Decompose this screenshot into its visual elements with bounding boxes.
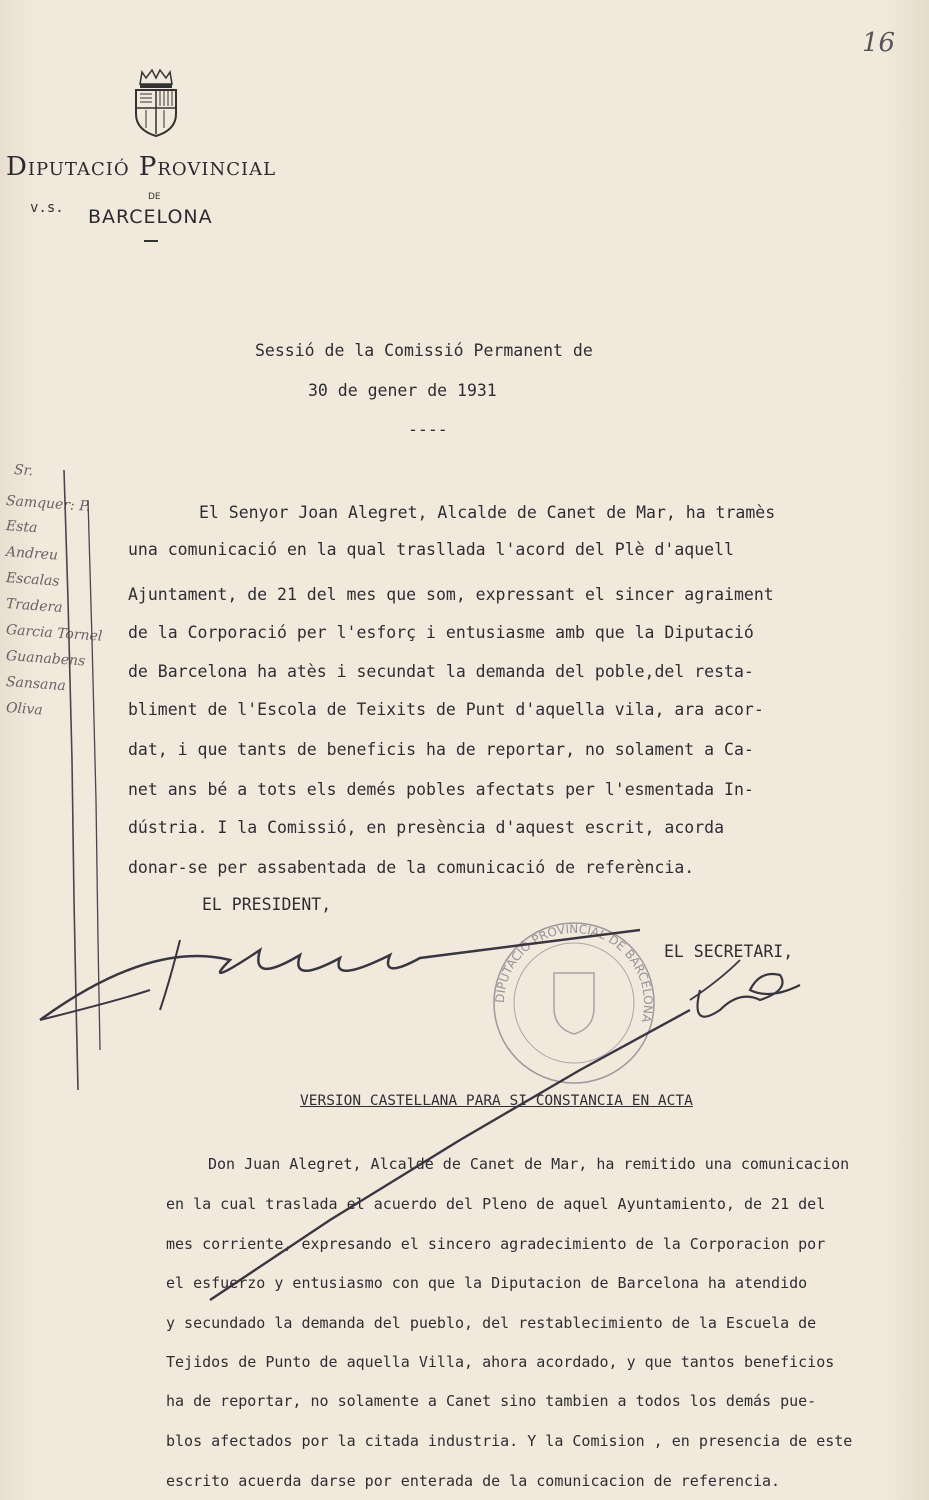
- castellana-heading: VERSION CASTELLANA PARA SI CONSTANCIA EN ACTA: [300, 1093, 693, 1109]
- catalan-line: dat, i que tants de beneficis ha de reportar, no solament a Ca-: [128, 740, 754, 759]
- margin-name: Escalas: [5, 570, 61, 590]
- catalan-line: de la Corporació per l'esforç i entusiasme amb que la Diputació: [128, 623, 754, 642]
- secretary-signature-icon: [690, 960, 800, 1017]
- margin-name: Tradera: [5, 596, 64, 616]
- secretary-label: EL SECRETARI,: [664, 942, 794, 961]
- header-vs: v.s.: [30, 200, 64, 216]
- margin-name: Oliva: [5, 700, 44, 719]
- margin-name: Sansana: [5, 674, 67, 695]
- spanish-line: Don Juan Alegret, Alcalde de Canet de Mar, ha remitido una comunicacion: [208, 1155, 850, 1173]
- margin-name: Guanabens: [5, 648, 86, 670]
- catalan-line: Ajuntament, de 21 del mes que som, expressant el sincer agraiment: [128, 585, 774, 604]
- spanish-line: ha de reportar, no solamente a Canet sino tambien a todos los demás pue-: [166, 1392, 817, 1410]
- signature-icon: [40, 930, 640, 1020]
- spanish-line: en la cual traslada el acuerdo del Pleno de aquel Ayuntamiento, de 21 del: [166, 1195, 826, 1213]
- title-rule: ----: [408, 420, 448, 439]
- catalan-line: net ans bé a tots els demés pobles afectats per l'esmentada In-: [128, 780, 754, 799]
- margin-name: Samquer: P.: [5, 493, 91, 515]
- catalan-line: una comunicació en la qual trasllada l'acord del Plè d'aquell: [128, 540, 734, 559]
- spanish-line: Tejidos de Punto de aquella Villa, ahora acordado, y que tantos beneficios: [166, 1353, 835, 1371]
- spanish-line: mes corriente, expresando el sincero agradecimiento de la Corporacion por: [166, 1235, 826, 1253]
- session-date: 30 de gener de 1931: [308, 381, 497, 400]
- header-city: BARCELONA: [88, 206, 213, 228]
- stamp-text: DIPUTACIÓ PROVINCIAL DE BARCELONA: [492, 921, 656, 1025]
- spanish-line: blos afectados por la citada industria. Y la Comision , en presencia de este: [166, 1432, 853, 1450]
- margin-name: Garcia Tornel: [5, 622, 103, 645]
- spanish-line: y secundado la demanda del pueblo, del restablecimiento de la Escuela de: [166, 1314, 817, 1332]
- catalan-line: donar-se per assabentada de la comunicació de referència.: [128, 858, 695, 877]
- spanish-line: escrito acuerda darse por enterada de la comunicacion de referencia.: [166, 1472, 781, 1490]
- margin-name: Andreu: [5, 544, 59, 564]
- header-de: DE: [148, 192, 161, 202]
- folio-number: 16: [862, 28, 896, 58]
- president-label: EL PRESIDENT,: [202, 895, 332, 914]
- catalan-line: bliment de l'Escola de Teixits de Punt d'aquella vila, ara acor-: [128, 700, 764, 719]
- session-title: Sessió de la Comissió Permanent de: [255, 341, 593, 360]
- catalan-line: de Barcelona ha atès i secundat la demanda del poble,del resta-: [128, 662, 754, 681]
- catalan-line: dústria. I la Comissió, en presència d'aquest escrit, acorda: [128, 818, 725, 837]
- spanish-line: el esfuerzo y entusiasmo con que la Diputacion de Barcelona ha atendido: [166, 1274, 808, 1292]
- header-institution: Diputació Provincial: [6, 152, 277, 182]
- margin-name: Sr.: [13, 462, 34, 480]
- margin-name: Esta: [5, 518, 38, 537]
- catalan-line: El Senyor Joan Alegret, Alcalde de Canet de Mar, ha tramès: [199, 503, 776, 522]
